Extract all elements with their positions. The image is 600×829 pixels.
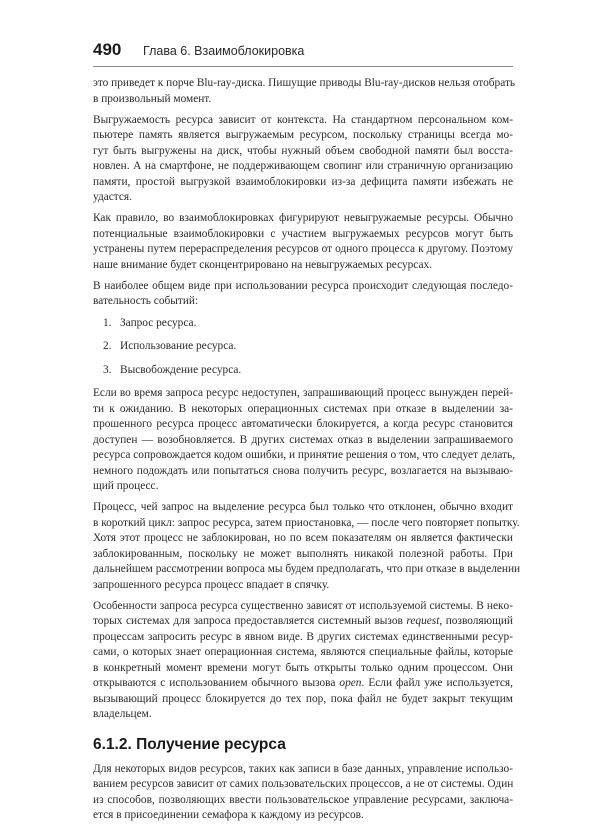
list-item bbox=[103, 316, 513, 332]
list-item-number: 3. bbox=[103, 363, 112, 376]
list-item-text: Высвобождение ресурса. bbox=[120, 363, 242, 376]
text-line: запрошенного ресурса процесс впадает в спячку. bbox=[93, 578, 330, 591]
section-heading: 6.1.2. Получение ресурса bbox=[93, 735, 286, 753]
paragraph bbox=[93, 386, 516, 495]
page-number: 490 bbox=[93, 40, 122, 59]
text-line: щий процесс. bbox=[93, 480, 159, 492]
text-line: в конкретный момент времени могут быть открыты только одним процессом. Они bbox=[93, 661, 513, 674]
paragraph bbox=[93, 500, 521, 593]
text-line: Процесс, чей запрос на выделение ресурса был только что отклонен, обычно входит bbox=[93, 501, 513, 513]
text-line: потенциальные взаимоблокировки с участием выгружаемых ресурсов могут быть bbox=[93, 227, 513, 240]
text-line: заблокированным, поскольку не может выполнять никакой полезной работы. При bbox=[93, 547, 513, 560]
text-line: из способов, позволяющих ввести пользовательское управление ресурсами, заключа- bbox=[93, 793, 513, 806]
text-line: это приведет к порче Blu-ray-диска. Пишущие приводы Blu-ray-дисков нельзя отобрать bbox=[93, 77, 516, 89]
text-line: открываются с использованием обычного вызова open. Если файл уже используется, bbox=[93, 677, 513, 689]
text-line: пьютере память является выгружаемым ресурсом, поскольку страницы всегда мо- bbox=[93, 129, 513, 141]
text-line: Выгружаемость ресурса зависит от контекста. На стандартном персональном ком- bbox=[93, 113, 513, 126]
text-line: владельцем. bbox=[93, 708, 152, 720]
list-item bbox=[103, 363, 513, 379]
list-item-text: Использование ресурса. bbox=[120, 340, 237, 352]
text-line: новлен. А на смартфоне, не поддерживающем свопинг или страничную организацию bbox=[93, 160, 513, 172]
paragraph bbox=[93, 599, 513, 723]
text-line: удастся. bbox=[93, 191, 132, 203]
page-header bbox=[93, 40, 513, 67]
text-line: дальнейшем рассмотрении вопроса мы будем предполагать, что при отказе в выделении bbox=[93, 563, 521, 575]
text-line: Как правило, во взаимоблокировках фигурируют невыгружаемые ресурсы. Обычно bbox=[93, 212, 513, 224]
text-line: В наиболее общем виде при использовании ресурса происходит следующая последо- bbox=[93, 279, 513, 292]
body-text-before-list bbox=[93, 76, 516, 310]
paragraph bbox=[93, 76, 516, 107]
text-line: устранены путем перераспределения ресурсов от одного процесса к другому. Поэтому bbox=[93, 243, 513, 255]
text-line: немного подождать или попытаться снова получить ресурс, возлагается на вызываю- bbox=[93, 464, 513, 477]
text-line: торых системах для запроса предоставляется системный вызов request, позволяющий bbox=[93, 615, 513, 627]
paragraph bbox=[93, 211, 513, 273]
text-line: памяти, простой выгрузкой взаимоблокировки из-за дефицита памяти избежать не bbox=[93, 175, 513, 188]
paragraph bbox=[93, 279, 513, 310]
text-line: ти к ожиданию. В некоторых операционных системах при отказе в выделении за- bbox=[93, 402, 513, 415]
list-item bbox=[103, 339, 513, 355]
text-line: вательность событий: bbox=[93, 295, 199, 307]
text-line: в короткий цикл: запрос ресурса, затем приостановка, — после чего повторяет попытку. bbox=[93, 516, 520, 529]
text-line: ванием ресурсов зависит от самих пользовательских процессов, а не от системы. Один bbox=[93, 778, 514, 790]
text-line: доступен — возобновляется. В других системах отказ в выделении запрашиваемого bbox=[93, 433, 513, 446]
list-item-number: 2. bbox=[103, 340, 112, 352]
text-line: Хотя этот процесс не заблокирован, но по всем показателям он является фактически bbox=[93, 532, 513, 544]
text-line: вызывающий процесс блокируется до тех пор, пока файл не будет закрыт текущим bbox=[93, 692, 513, 705]
event-sequence-list bbox=[93, 316, 513, 379]
text-line: ресурса сопровождается кодом ошибки, и принятие решения о том, что следует делать, bbox=[93, 449, 516, 461]
text-line: сами, о которых знает операционная система, являются специальные файлы, которые bbox=[93, 646, 513, 658]
body-text-after-list bbox=[93, 386, 521, 723]
text-line: Для некоторых видов ресурсов, таких как записи в базе данных, управление использо- bbox=[93, 762, 513, 775]
text-line: процессам запросить ресурс в явном виде. В других системах единственными ресур- bbox=[93, 630, 513, 643]
list-item-number: 1. bbox=[103, 316, 112, 329]
text-line: гут быть выгружены на диск, чтобы нужный объем свободной памяти был восста- bbox=[93, 144, 513, 157]
chapter-title: Глава 6. Взаимоблокировка bbox=[143, 44, 305, 58]
section-body-text bbox=[93, 762, 513, 824]
text-line: Если во время запроса ресурс недоступен, запрашивающий процесс вынужден перей- bbox=[93, 387, 513, 399]
text-line: наше внимание будет сконцентрировано на невыгружаемых ресурсах. bbox=[93, 258, 433, 271]
list-item-text: Запрос ресурса. bbox=[120, 316, 197, 329]
text-line: в произвольный момент. bbox=[93, 92, 212, 105]
text-line: Особенности запроса ресурса существенно зависят от используемой системы. В некo- bbox=[93, 599, 513, 612]
paragraph bbox=[93, 762, 513, 824]
text-line: ется в присоединении семафора к каждому из ресурсов. bbox=[93, 809, 364, 821]
paragraph bbox=[93, 113, 513, 206]
page-content bbox=[93, 76, 521, 829]
text-line: прошенного ресурса процесс автоматически блокируется, а когда ресурс становится bbox=[93, 418, 513, 430]
